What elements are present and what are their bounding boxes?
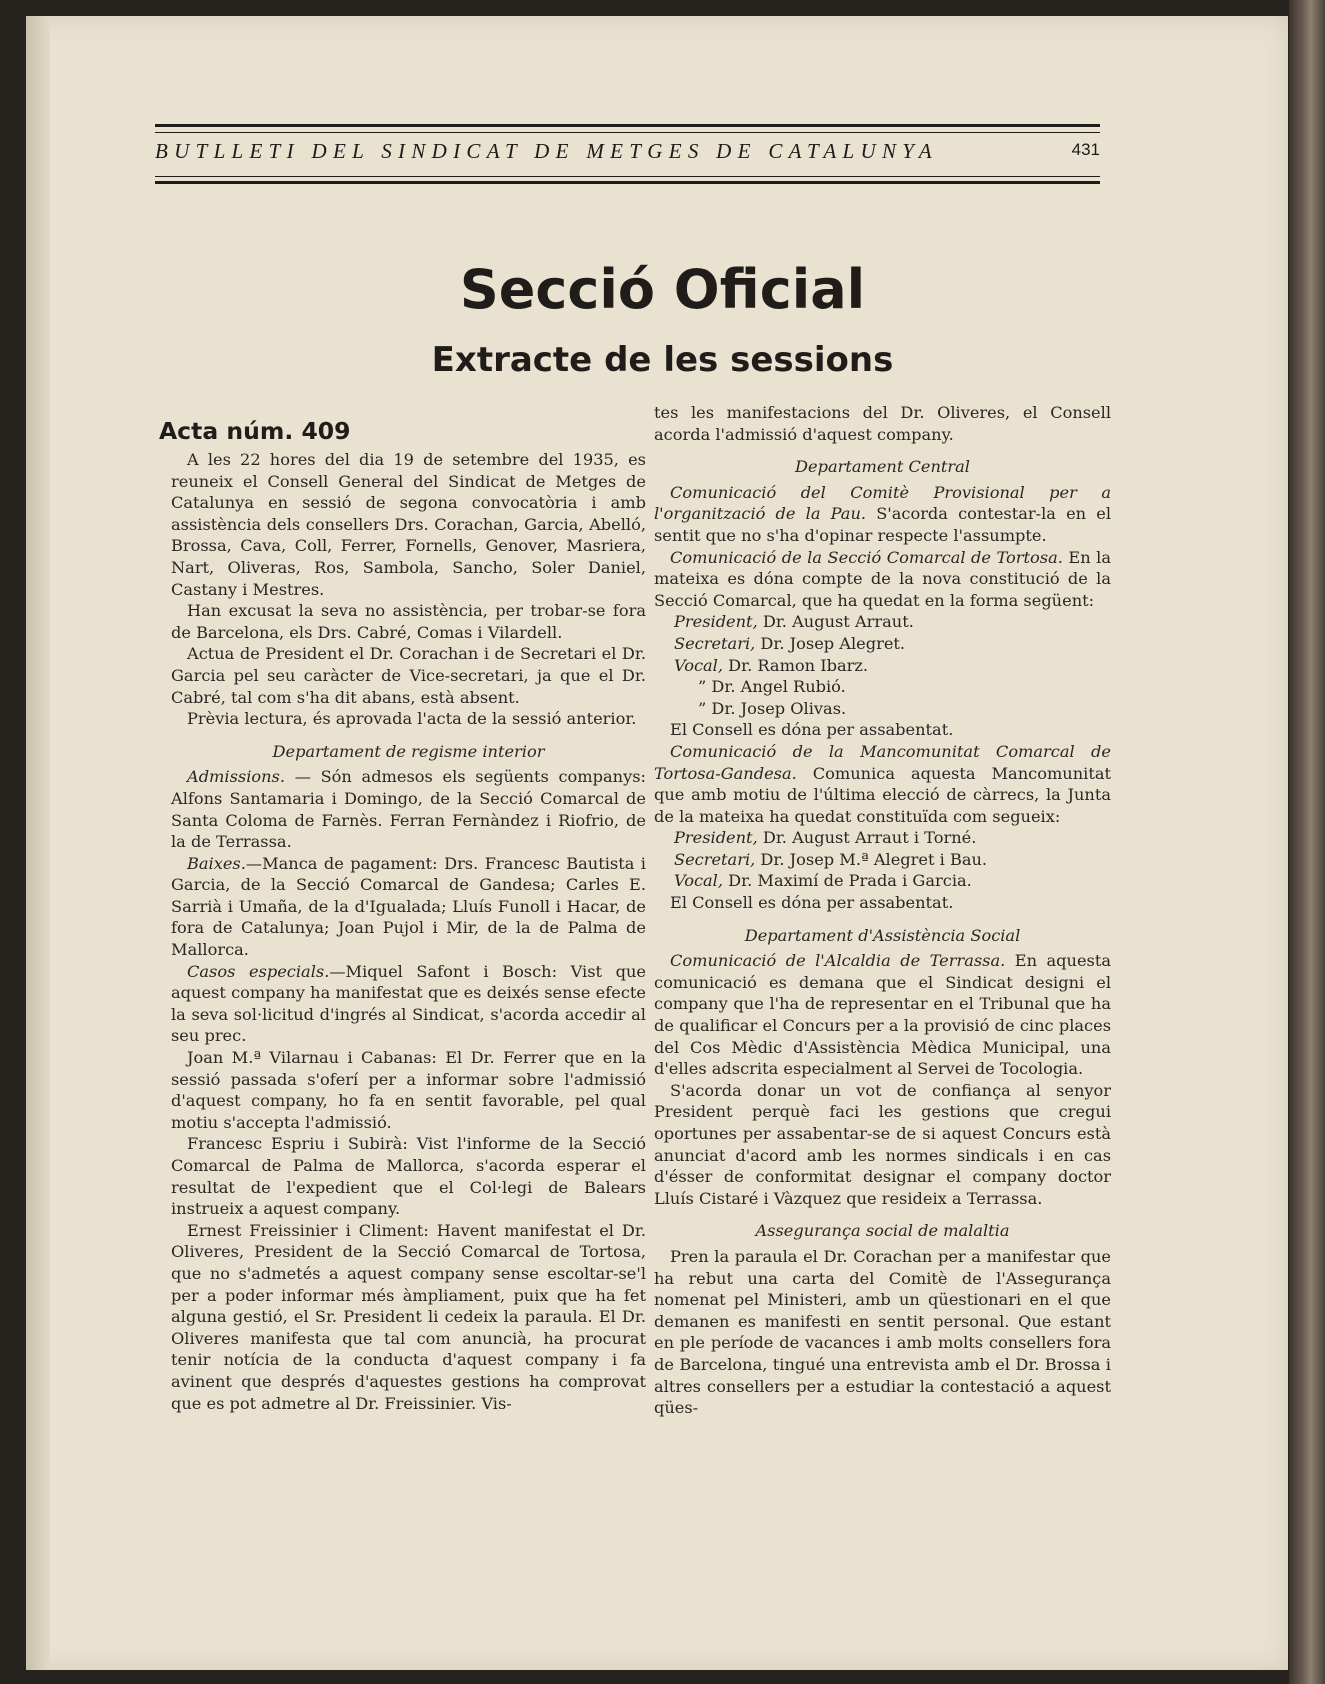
label-tortosa: Comunicació de la Secció Comarcal de Tortosa. — [670, 547, 1063, 567]
role-name: Dr. Josep M.ª Alegret i Bau. — [755, 849, 988, 869]
header-rule-top — [155, 124, 1100, 127]
section-heading-assegurança: Assegurança social de malaltia — [755, 1221, 1010, 1241]
text-comite-pau: S'acorda contestar-la en el sentit que no s'ha d'opinar respecte l'assumpte. — [654, 504, 1111, 545]
paragraph-admissions — [171, 766, 646, 852]
running-title: BUTLLETI DEL SINDICAT DE METGES DE CATALUNYA — [155, 139, 938, 163]
paragraph-espriu: Francesc Espriu i Subirà: Vist l'informe de la Secció Comarcal de Palma de Mallorca, s'acorda esperar el resultat de l'expedient que el Col·legi de Balears instrueix a aquest company. — [171, 1134, 646, 1219]
role-label: Secretari, — [674, 633, 756, 653]
paragraph-assabentat-2: El Consell es dóna per assabentat. — [670, 893, 954, 913]
paragraph-baixes — [171, 853, 646, 961]
label-baixes: Baixes. — [187, 853, 246, 873]
paragraph-mancomunitat — [654, 741, 1111, 827]
page-number: 431 — [1071, 140, 1100, 159]
paragraph-terrassa — [654, 950, 1111, 1080]
text-baixes: —Manca de pagament: Drs. Francesc Bautista i Garcia, de la Secció Comarcal de Gandesa; Carles E. Sarrià i Umaña, de la d'Igualada; Lluís Funoll i Hacar, de fora de Catalunya; Joan Pujol i Mir, de la de Palma de Mallorca. — [171, 853, 646, 960]
paragraph-president: Actua de President el Dr. Corachan i de Secretari el Dr. Garcia pel seu caràcter de Vice-secretari, ja que el Dr. Cabré, tal com s'ha dit abans, està absent. — [171, 644, 646, 707]
label-casos: Casos especials. — [187, 961, 330, 981]
role-name: Dr. Ramon Ibarz. — [723, 655, 869, 675]
paragraph-comite-pau — [654, 482, 1111, 547]
role-label: Vocal, — [674, 871, 723, 891]
list-item — [654, 870, 1111, 892]
role-name: Dr. August Arraut. — [757, 612, 914, 632]
acta-heading: Acta núm. 409 — [159, 417, 351, 445]
header-rule-top-thin — [155, 132, 1100, 133]
paragraph-corachan: Pren la paraula el Dr. Corachan per a manifestar que ha rebut una carta del Comitè de l'Assegurança nomenat pel Ministeri, amb un qüestionari en el que demanen es manifesti en sentit personal. Que estant en ple període de vacances i amb molts consellers fora de Barcelona, tingué una entrevista amb el Dr. Brossa i altres consellers per a estudiar la contestació a aquest qües- — [654, 1246, 1111, 1418]
text-admissions: — Són admesos els següents companys: Alfons Santamaria i Domingo, de la Secció Comarcal de Santa Coloma de Farnès. Ferran Fernàndez i Riofrio, de la de Terrassa. — [171, 767, 646, 852]
text-tortosa: En la mateixa es dóna compte de la nova constitució de la Secció Comarcal, que ha quedat en la forma següent: — [654, 547, 1111, 610]
paragraph-tortosa — [654, 547, 1111, 612]
paragraph-vilarnau: Joan M.ª Vilarnau i Cabanas: El Dr. Ferrer que en la sessió passada s'oferí per a informar sobre l'admissió d'aquest company, ho fa en sentit favorable, pel qual motiu s'accepta l'admissió. — [171, 1048, 646, 1132]
role-label: Vocal, — [674, 655, 723, 675]
label-terrassa: Comunicació de l'Alcaldia de Terrassa. — [670, 951, 1006, 971]
section-heading-central: Departament Central — [795, 457, 970, 477]
paragraph-freissinier: Ernest Freissinier i Climent: Havent manifestat el Dr. Oliveres, President de la Secció Comarcal de Tortosa, que no s'admetés a aquest company sense escoltar-se'l per a poder informar més àmpliament, puix que ha fet alguna gestió, el Sr. President li cedeix la paraula. El Dr. Oliveres manifesta que tal com anuncià, ha procurat tenir notícia de la conducta d'aquest company i fa avinent que després d'aquestes gestions ha comprovat que es pot admetre al Dr. Freissinier. Vis- — [171, 1220, 646, 1413]
label-comite-pau: Comunicació del Comitè Provisional per a l'organització de la Pau. — [654, 482, 1111, 524]
page-title: Secció Oficial — [459, 258, 866, 321]
running-header — [155, 124, 1100, 192]
right-column — [654, 402, 1111, 1419]
section-heading-assistencia: Departament d'Assistència Social — [744, 925, 1021, 945]
role-name: Dr. Maximí de Prada i Garcia. — [723, 871, 972, 891]
list-item — [654, 827, 1111, 849]
role-name: Dr. Josep Alegret. — [755, 633, 906, 653]
label-admissions: Admissions. — [187, 767, 285, 787]
paragraph-vot-confianca: S'acorda donar un vot de confiança al senyor President perquè faci les gestions que cregui oportunes per assabentar-se de si aquest Concurs està anunciat d'acord amb les normes sindicals i en cas d'ésser de conformitat designar el company doctor Lluís Cistaré i Vàzquez que resideix a Terrassa. — [654, 1080, 1111, 1208]
role-label: President, — [674, 828, 758, 848]
list-item — [654, 611, 1111, 633]
list-item — [654, 655, 1111, 677]
list-item: ” Dr. Josep Olivas. — [698, 698, 847, 718]
paragraph-excused: Han excusat la seva no assistència, per trobar-se fora de Barcelona, els Drs. Cabré, Comas i Vilardell. — [171, 601, 646, 642]
list-item — [654, 849, 1111, 871]
role-label: President, — [674, 612, 758, 632]
role-label: Secretari, — [674, 849, 756, 869]
paragraph-casos — [171, 961, 646, 1047]
list-item: ” Dr. Angel Rubió. — [698, 677, 846, 697]
paragraph-assabentat-1: El Consell es dóna per assabentat. — [670, 720, 954, 740]
page-subtitle: Extracte de les sessions — [431, 340, 894, 380]
left-column — [159, 416, 646, 1414]
paragraph-session: A les 22 hores del dia 19 de setembre del 1935, es reuneix el Consell General del Sindicat de Metges de Catalunya en sessió de segona convocatòria i amb assistència dels consellers Drs. Corachan, Garcia, Abelló, Brossa, Cava, Coll, Ferrer, Fornells, Genover, Masriera, Nart, Oliveras, Ros, Sambola, Sancho, Soler Daniel, Castany i Mestres. — [171, 450, 646, 599]
header-rule-bottom-thin — [155, 176, 1100, 177]
list-item — [654, 633, 1111, 655]
scanner-edge — [1289, 0, 1325, 1684]
section-heading-regisme: Departament de regisme interior — [272, 741, 545, 761]
text-casos: —Miquel Safont i Bosch: Vist que aquest company ha manifestat que es deixés sense efecte la seva sol·licitud d'ingrés al Sindicat, s'acorda accedir al seu prec. — [171, 961, 646, 1046]
role-name: Dr. August Arraut i Torné. — [757, 828, 977, 848]
text-terrassa: En aquesta comunicació es demana que el Sindicat designi el company que l'ha de representar en el Tribunal que ha de qualificar el Concurs per a la provisió de cinc places del Cos Mèdic d'Assistència Mèdica Municipal, una d'elles adscrita especialment al Servei de Tocologia. — [654, 951, 1111, 1079]
label-mancomunitat: Comunicació de la Mancomunitat Comarcal de Tortosa-Gandesa. — [654, 741, 1111, 783]
paragraph-minutes: Prèvia lectura, és aprovada l'acta de la sessió anterior. — [187, 709, 637, 729]
header-rule-bottom — [155, 181, 1100, 184]
text-mancomunitat: Comunica aquesta Mancomunitat que amb motiu de l'última elecció de càrrecs, la Junta de la mateixa ha quedat constituïda com segueix: — [654, 763, 1111, 826]
paragraph-continuation: tes les manifestacions del Dr. Oliveres, el Consell acorda l'admissió d'aquest company. — [654, 403, 1111, 444]
